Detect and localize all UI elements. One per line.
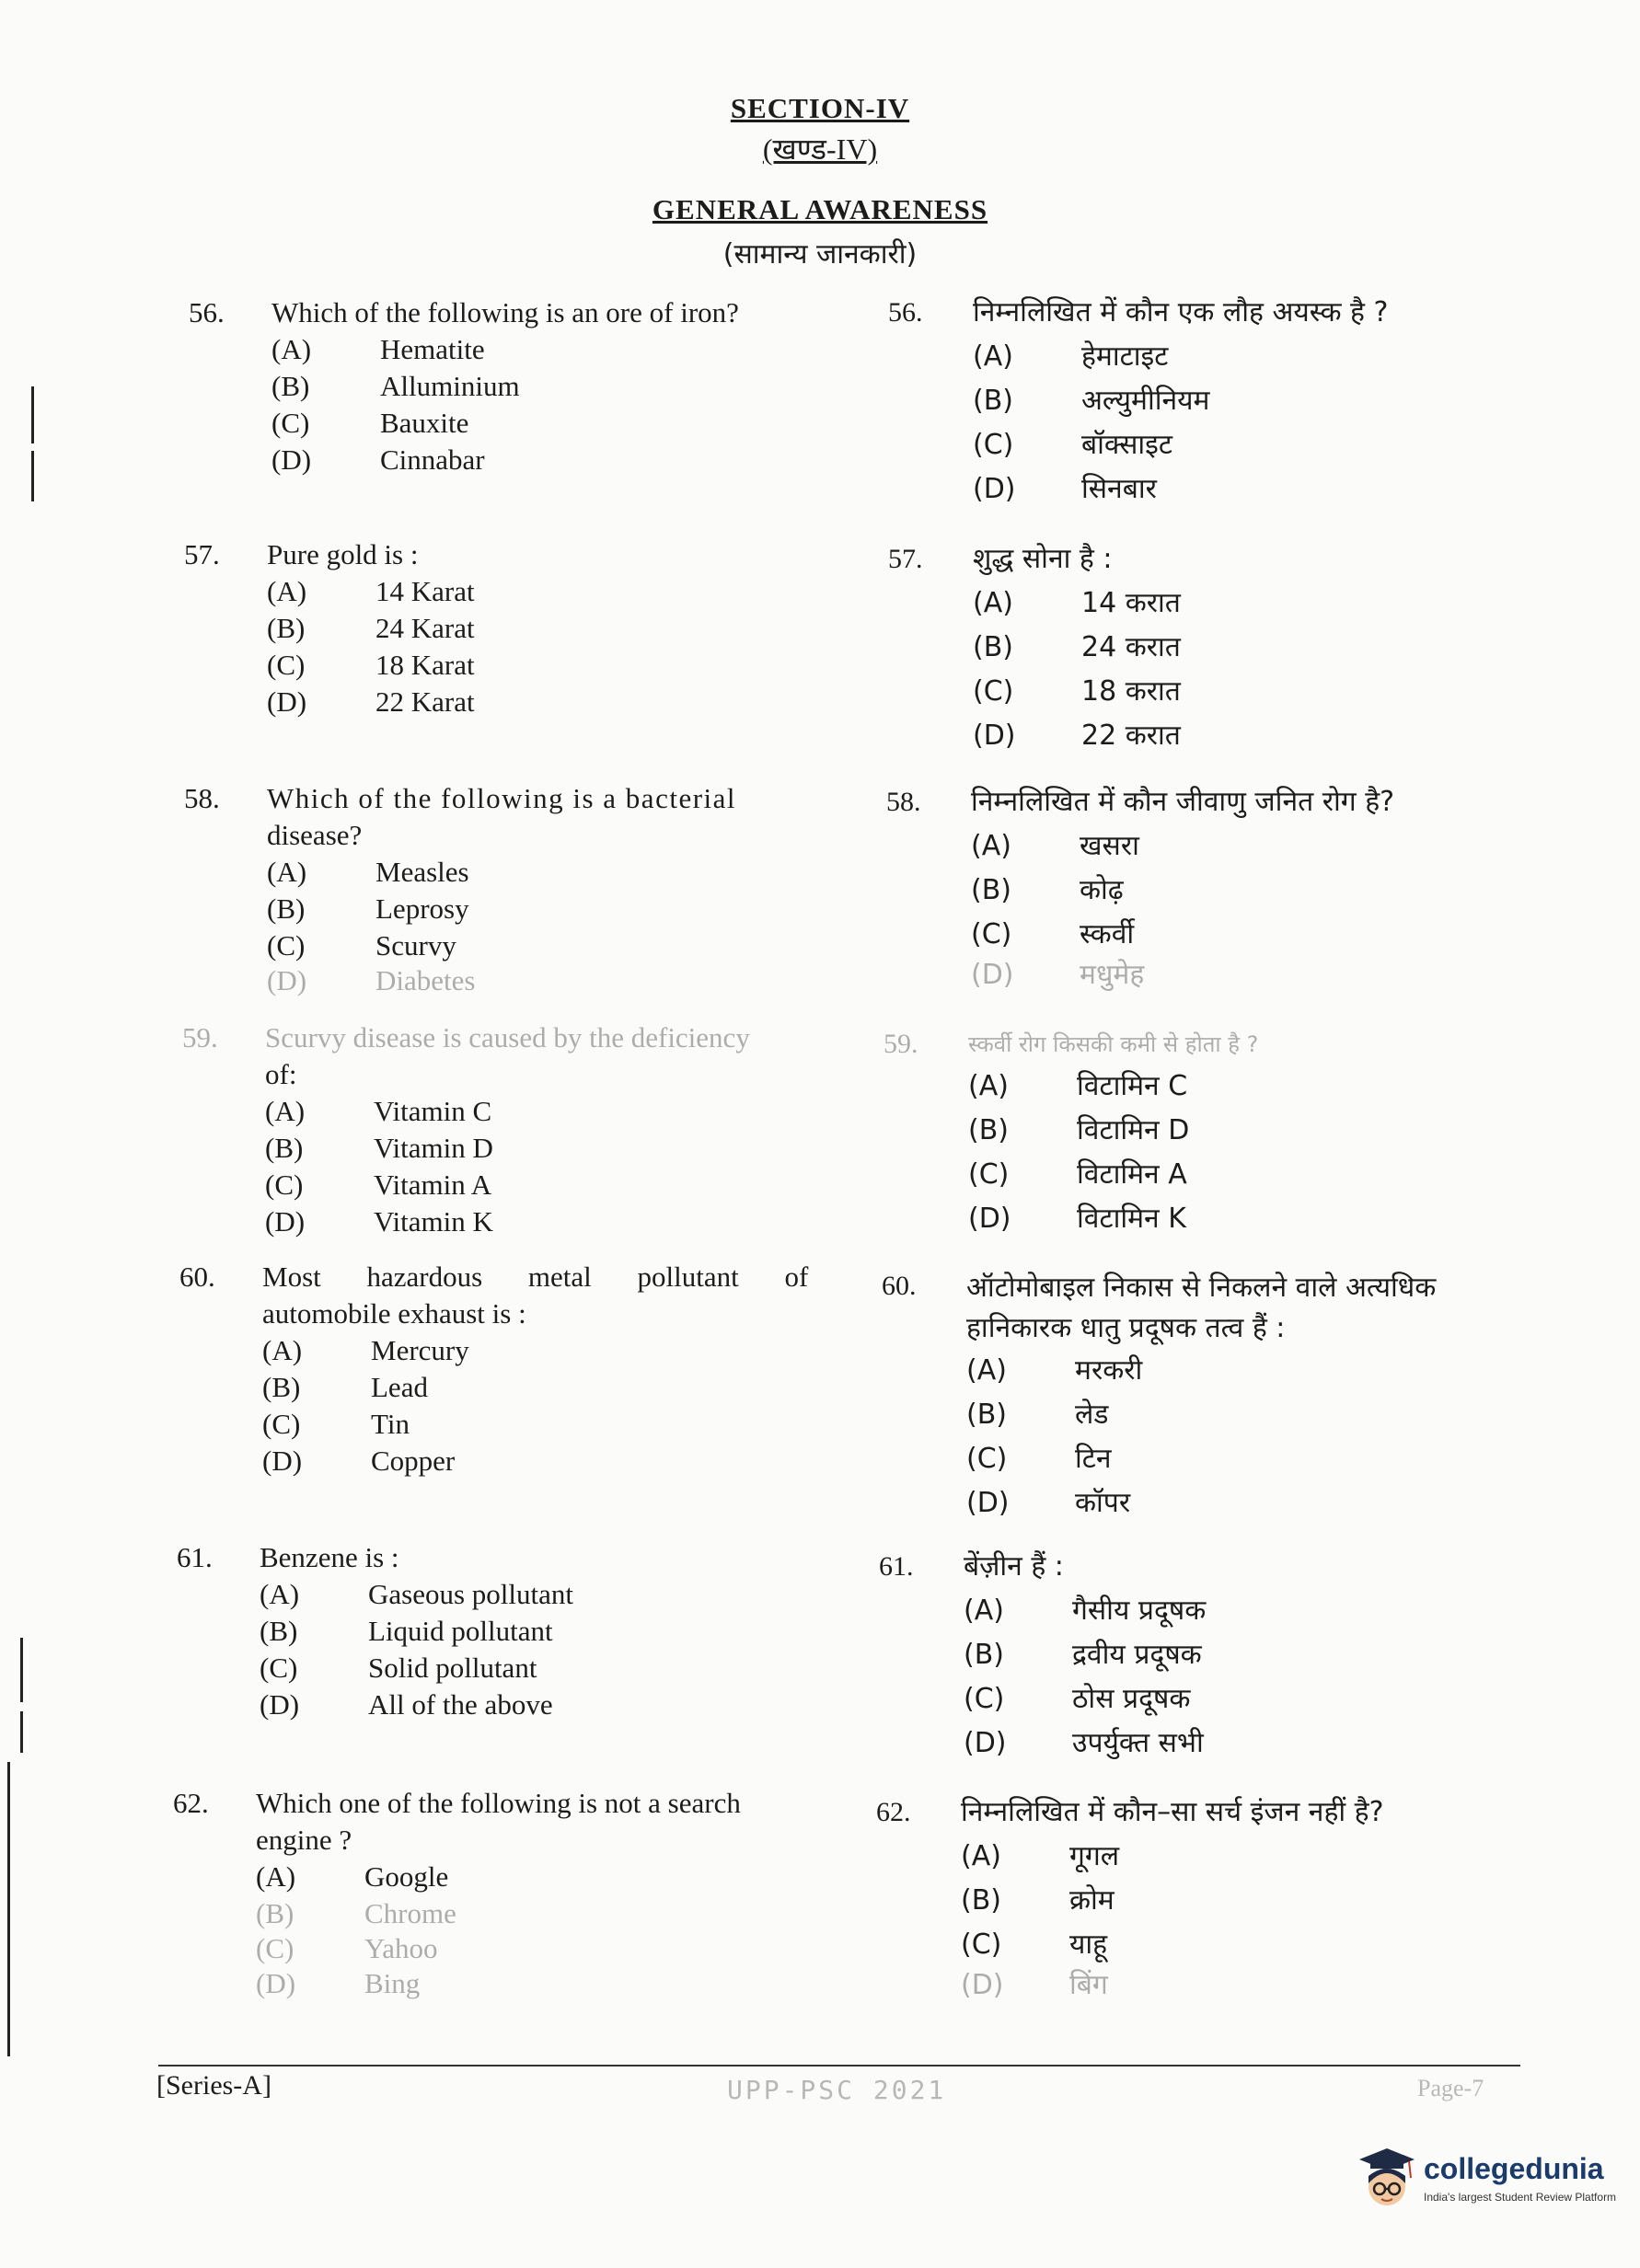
- option-a: (A) गैसीय प्रदूषक: [964, 1595, 1207, 1627]
- graduate-mascot-icon: [1357, 2147, 1416, 2213]
- brand-name: collegedunia: [1424, 2152, 1604, 2185]
- option-d: (D) Bing: [256, 1967, 421, 1999]
- option-d: (D) सिनबार: [973, 473, 1157, 505]
- option-c: (C) Vitamin A: [265, 1169, 492, 1201]
- collegedunia-logo: [1357, 2139, 1624, 2231]
- question-text: Pure gold is :: [267, 538, 419, 570]
- option-b: (B) क्रोम: [961, 1884, 1115, 1917]
- scan-mark: [20, 1638, 23, 1702]
- page-number: Page-7: [1417, 2075, 1484, 2101]
- question-number: 59.: [182, 1021, 218, 1053]
- question-text: Which one of the following is not a search engine ?: [256, 1787, 741, 1856]
- option-c: (C) Yahoo: [256, 1932, 438, 1964]
- option-b: (B) विटामिन D: [968, 1114, 1190, 1146]
- scan-mark: [20, 1711, 23, 1753]
- scan-mark: [31, 451, 34, 501]
- option-a: (A) 14 Karat: [267, 575, 475, 607]
- option-a: (A) विटामिन C: [968, 1070, 1188, 1102]
- option-b: (B) Leprosy: [267, 892, 469, 925]
- option-c: (C) Bauxite: [271, 407, 469, 439]
- question-number: 62.: [876, 1797, 911, 1827]
- question-text: Which of the following is an ore of iron?: [271, 296, 739, 328]
- question-number: 61.: [879, 1551, 914, 1582]
- option-a: (A) 14 करात: [973, 587, 1181, 619]
- question-number: 62.: [173, 1787, 209, 1819]
- option-a: (A) Google: [256, 1860, 449, 1893]
- option-b: (B) Alluminium: [271, 370, 520, 402]
- question-number: 57.: [888, 544, 923, 574]
- option-b: (B) 24 करात: [973, 631, 1181, 663]
- option-c: (C) 18 करात: [973, 675, 1181, 708]
- scan-mark: [7, 1762, 10, 2056]
- question-number: 56.: [189, 296, 225, 328]
- question-number: 60.: [882, 1271, 917, 1301]
- option-c: (C) याहू: [961, 1928, 1108, 1961]
- question-text: निम्नलिखित में कौन–सा सर्च इंजन नहीं है?: [961, 1796, 1384, 1828]
- option-d: (D) 22 करात: [973, 720, 1181, 752]
- option-c: (C) विटामिन A: [968, 1158, 1187, 1191]
- option-c: (C) Solid pollutant: [260, 1652, 537, 1684]
- option-a: (A) Mercury: [262, 1334, 469, 1366]
- option-a: (A) गूगल: [961, 1840, 1120, 1872]
- series-label: [Series-A]: [156, 2070, 271, 2101]
- question-text: निम्नलिखित में कौन जीवाणु जनित रोग है?: [971, 786, 1395, 818]
- option-c: (C) टिन: [966, 1443, 1112, 1475]
- option-d: (D) बिंग: [961, 1969, 1108, 2001]
- question-text: बेंज़ीन हैं :: [964, 1550, 1064, 1583]
- scan-mark: [31, 386, 34, 443]
- subject-title-hindi: (सामान्य जानकारी): [722, 238, 918, 271]
- option-b: (B) Vitamin D: [265, 1132, 493, 1164]
- option-b: (B) 24 Karat: [267, 612, 475, 644]
- option-b: (B) द्रवीय प्रदूषक: [964, 1639, 1202, 1671]
- option-c: (C) ठोस प्रदूषक: [964, 1683, 1191, 1715]
- section-title: SECTION-IV: [730, 92, 910, 124]
- paper-code: UPP-PSC 2021: [727, 2075, 947, 2105]
- option-d: (D) Vitamin K: [265, 1205, 493, 1238]
- option-a: (A) Vitamin C: [265, 1095, 492, 1127]
- option-b: (B) लेड: [966, 1399, 1109, 1431]
- question-text: Scurvy disease is caused by the deficiency of:: [265, 1021, 750, 1090]
- question-text: ऑटोमोबाइल निकास से निकलने वाले अत्यधिक हानिकारक धातु प्रदूषक तत्व हैं :: [966, 1272, 1437, 1344]
- footer-rule: [158, 2065, 1520, 2067]
- option-b: (B) कोढ़: [971, 874, 1124, 906]
- question-number: 56.: [888, 297, 923, 328]
- option-a: (A) Gaseous pollutant: [260, 1578, 573, 1610]
- option-d: (D) उपर्युक्त सभी: [964, 1727, 1204, 1759]
- option-c: (C) बॉक्साइट: [973, 429, 1172, 461]
- option-c: (C) Scurvy: [267, 929, 456, 961]
- question-number: 61.: [177, 1541, 213, 1573]
- option-d: (D) विटामिन K: [968, 1203, 1186, 1235]
- option-d: (D) Diabetes: [267, 964, 476, 996]
- option-b: (B) अल्युमीनियम: [973, 385, 1210, 417]
- question-text: Benzene is :: [260, 1541, 399, 1573]
- option-a: (A) Measles: [267, 856, 469, 888]
- question-number: 57.: [184, 538, 220, 570]
- option-a: (A) खसरा: [971, 830, 1139, 862]
- question-text: स्कर्वी रोग किसकी कमी से होता है ?: [968, 1031, 1259, 1057]
- option-a: (A) हेमाटाइट: [973, 340, 1169, 373]
- question-text: Which of the following is a bacterial disease?: [267, 782, 737, 851]
- question-number: 60.: [179, 1261, 215, 1293]
- option-b: (B) Chrome: [256, 1897, 456, 1929]
- question-number: 59.: [884, 1029, 918, 1059]
- option-b: (B) Lead: [262, 1371, 428, 1403]
- option-b: (B) Liquid pollutant: [260, 1615, 553, 1647]
- question-number: 58.: [886, 787, 921, 817]
- subject-title: GENERAL AWARENESS: [652, 193, 988, 225]
- question-text: Most hazardous metal pollutant of automobile exhaust is :: [262, 1261, 809, 1330]
- brand-tagline: India's largest Student Review Platform: [1424, 2191, 1617, 2204]
- question-number: 58.: [184, 782, 220, 814]
- question-text: शुद्ध सोना है :: [973, 543, 1113, 575]
- option-d: (D) Copper: [262, 1445, 456, 1477]
- option-c: (C) स्कर्वी: [971, 918, 1135, 950]
- option-d: (D) All of the above: [260, 1688, 553, 1721]
- question-text: निम्नलिखित में कौन एक लौह अयस्क है ?: [973, 296, 1389, 328]
- option-d: (D) मधुमेह: [971, 959, 1145, 991]
- option-a: (A) मरकरी: [966, 1354, 1143, 1387]
- option-c: (C) 18 Karat: [267, 649, 475, 681]
- option-d: (D) कॉपर: [966, 1487, 1131, 1519]
- section-title-hindi: (खण्ड-IV): [762, 132, 878, 166]
- option-d: (D) Cinnabar: [271, 443, 485, 476]
- option-a: (A) Hematite: [271, 333, 485, 365]
- option-c: (C) Tin: [262, 1408, 410, 1440]
- option-d: (D) 22 Karat: [267, 685, 475, 718]
